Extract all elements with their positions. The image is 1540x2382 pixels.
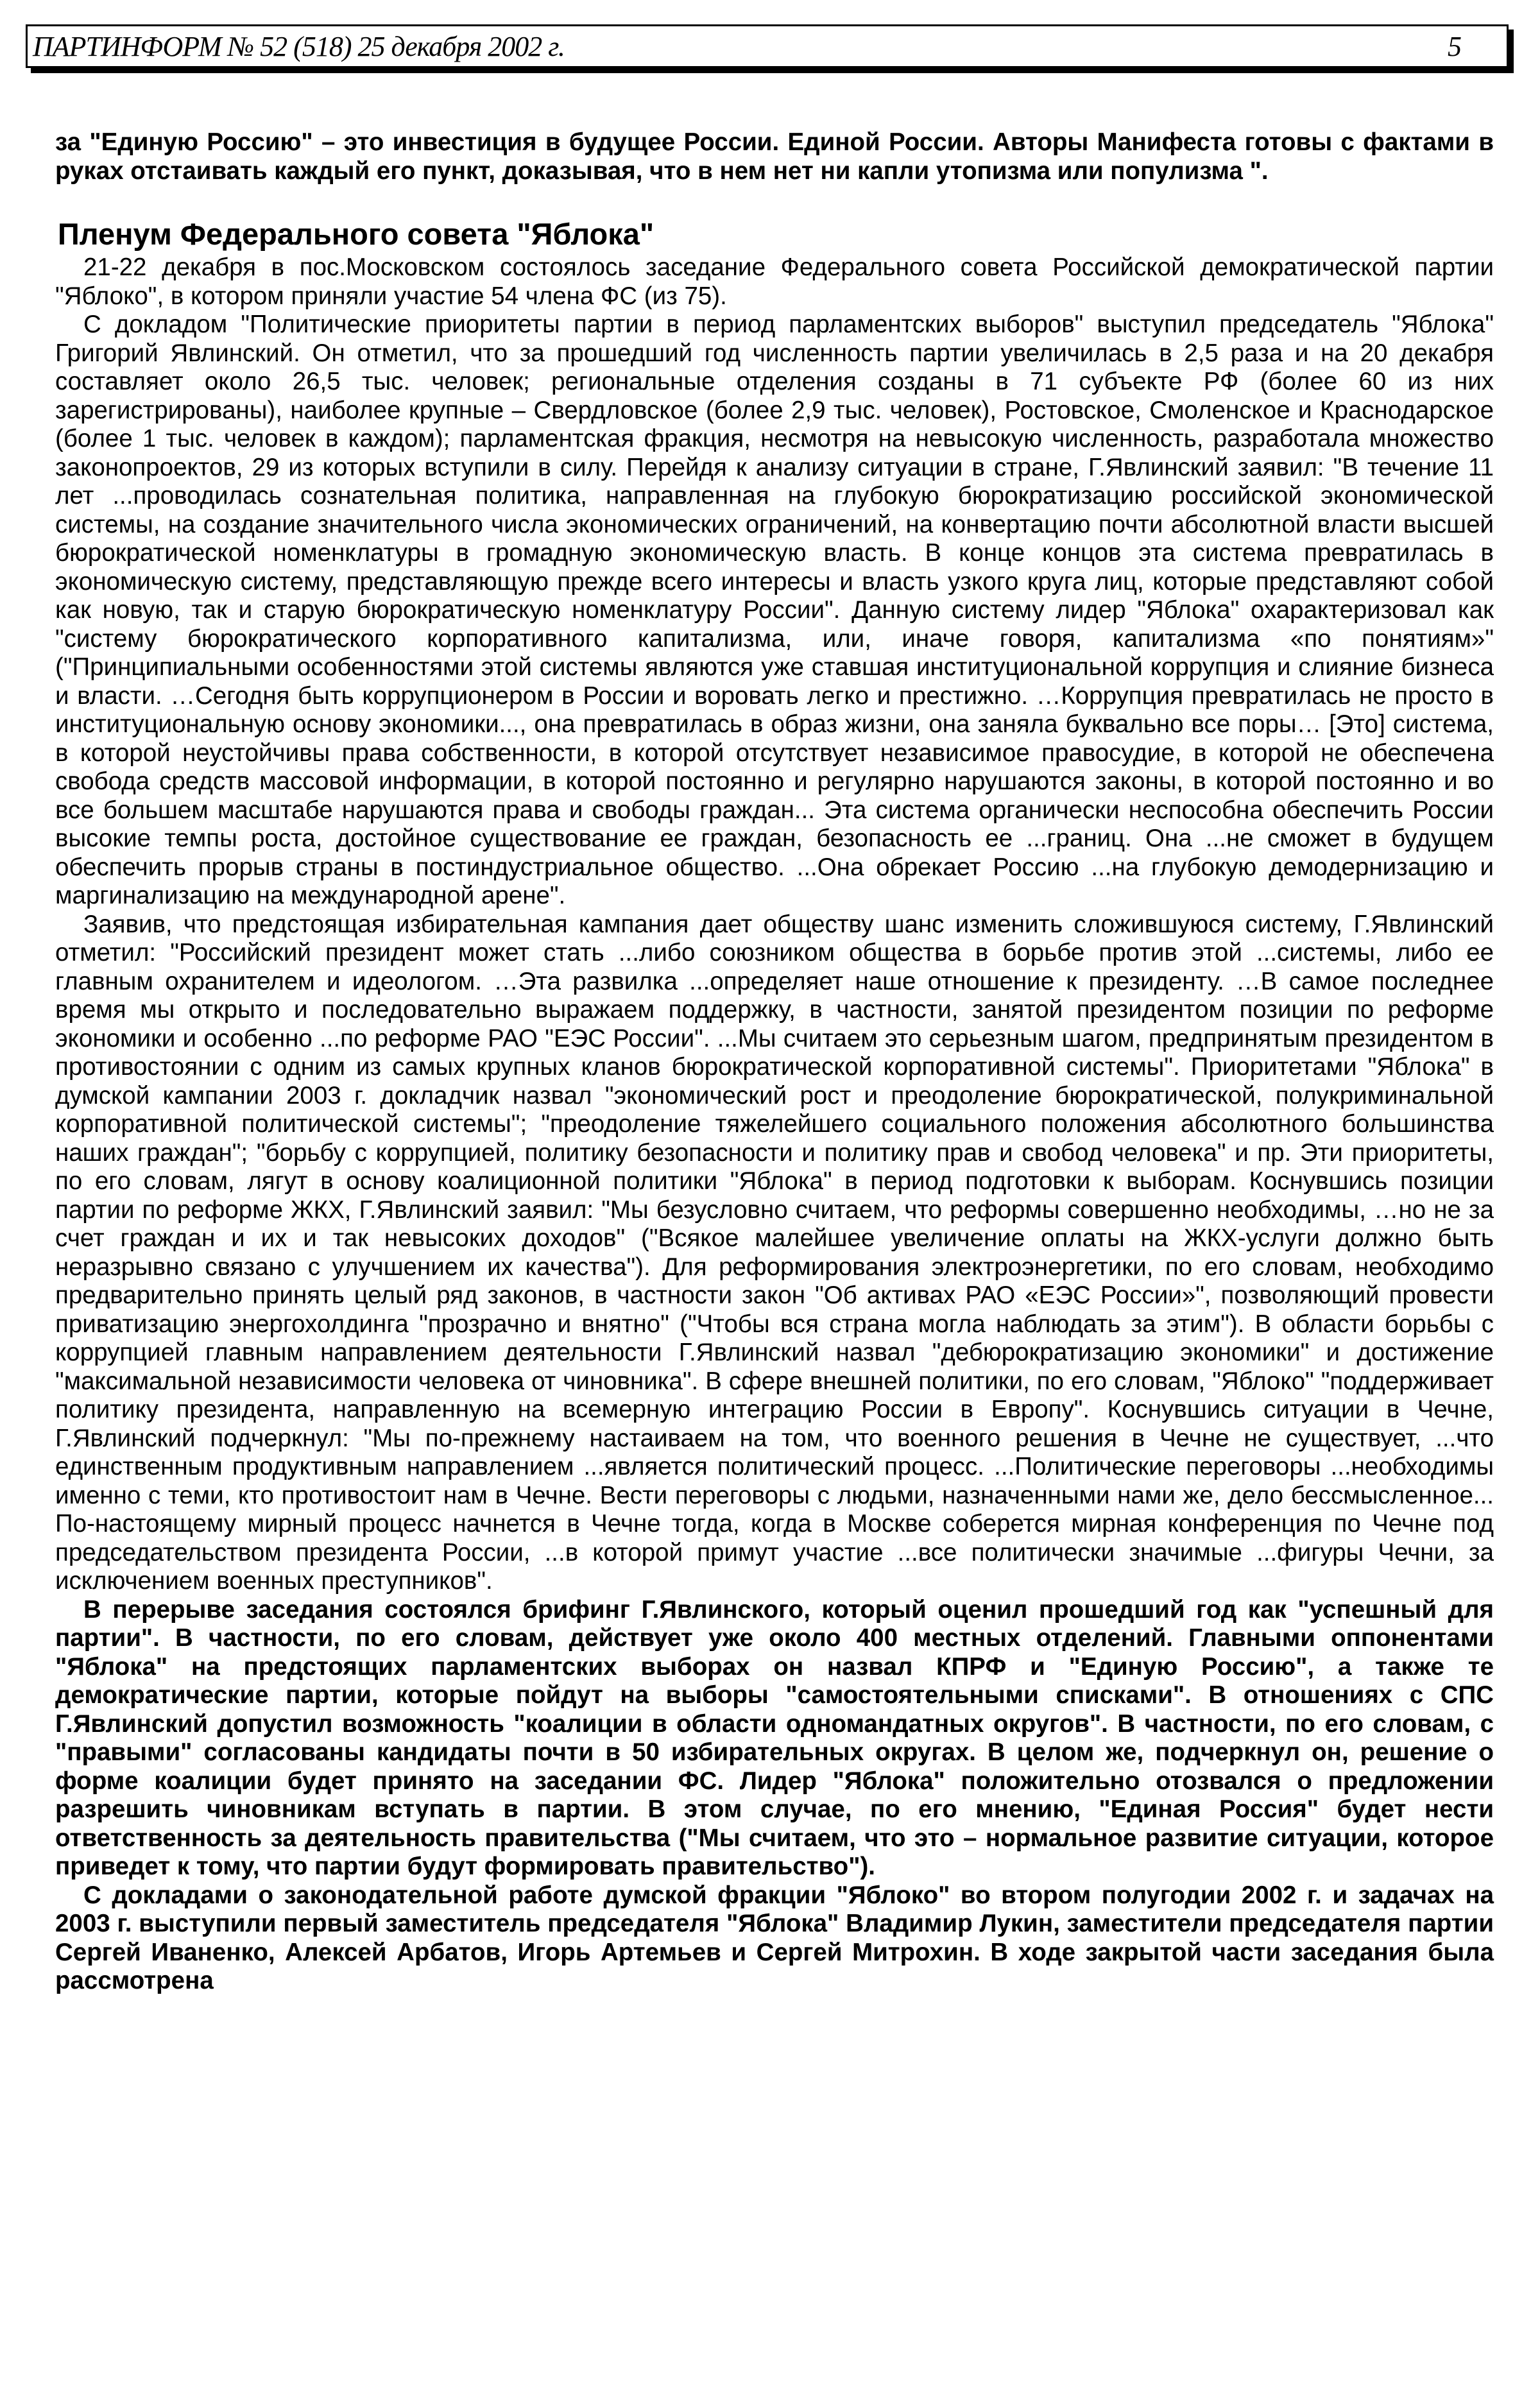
publication-title: ПАРТИНФОРМ № 52 (518) 25 декабря 2002 г. [33, 31, 565, 62]
page-header [26, 24, 1509, 68]
paragraph: Заявив, что предстоящая избирательная кампания дает обществу шанс изменить сложившуюся систему, Г.Явлинский отметил: "Российский президент может стать ...либо союзником общества в борьбе против этой ...системы, либо ее главным охранителем и идеологом. …Эта развилка ...определяет наше отношение к президенту. …В самое последнее время мы открыто и последовательно выражаем поддержку, в частности, занятой президентом позиции по реформе экономики и особенно ...по реформе РАО "ЕЭС России". ...Мы считаем это серьезным шагом, предпринятым президентом в противостоянии с одним из самых крупных кланов бюрократической корпоративной системы". Приоритетами "Яблока" в думской кампании 2003 г. докладчик назвал "экономический рост и преодоление бюрократической, полукриминальной корпоративной политической системы"; "преодоление тяжелейшего социального положения абсолютного большинства наших граждан"; "борьбу с коррупцией, политику безопасности и политику прав и свобод человека" и пр. Эти приоритеты, по его словам, лягут в основу коалиционной политики "Яблока" в период подготовки к выборам. Коснувшись позиции партии по реформе ЖКХ, Г.Явлинский заявил: "Мы безусловно считаем, что реформы совершенно необходимы, …но не за счет граждан и их и так невысоких доходов" ("Всякое малейшее увеличение оплаты на ЖКХ-услуги должно быть неразрывно связано с улучшением их качества"). Для реформирования электроэнергетики, по его словам, необходимо предварительно принять целый ряд законов, в частности закон "Об активах РАО «ЕЭС России»", позволяющий провести приватизацию энергохолдинга "прозрачно и внятно" ("Чтобы вся страна могла наблюдать за этим"). В области борьбы с коррупцией главным направлением деятельности Г.Явлинский назвал "дебюрократизацию экономики" и достижение "максимальной независимости человека от чиновника". В сфере внешней политики, по его словам, "Яблоко" "поддерживает политику президента, направленную на всемерную интеграцию России в Европу". Коснувшись ситуации в Чечне, Г.Явлинский подчеркнул: "Мы по-прежнему настаиваем на том, что военного решения в Чечне не существует, ...что единственным продуктивным направлением ...является политический процесс. ...Политические переговоры ...необходимы именно с теми, кто противостоит нам в Чечне. Вести переговоры с людьми, назначенными нами же, дело бессмысленное... По-настоящему мирный процесс начнется в Чечне тогда, когда в Москве соберется мирная конференция по Чечне под председательством президента России, ...в которой примут участие ...все политически значимые ...фигуры Чечни, за исключением военных преступников". [55, 910, 1494, 1595]
bold-paragraph: С докладами о законодательной работе думской фракции "Яблоко" во втором полугодии 2002 г. и задачах на 2003 г. выступили первый заместитель председателя "Яблока" Владимир Лукин, заместители председателя партии Сергей Иваненко, Алексей Арбатов, Игорь Артемьев и Сергей Митрохин. В ходе закрытой части заседания была рассмотрена [55, 1881, 1494, 1994]
page-number: 5 [1448, 31, 1462, 62]
intro-paragraph: за "Единую Россию" – это инвестиция в будущее России. Единой России. Авторы Манифеста готовы с фактами в руках отстаивать каждый его пункт, доказывая, что в нем нет ни капли утопизма или популизма ". [55, 128, 1494, 185]
bold-paragraph: В перерыве заседания состоялся брифинг Г.Явлинского, который оценил прошедший год как "успешный для партии". В частности, по его словам, действует уже около 400 местных отделений. Главными оппонентами "Яблока" на предстоящих парламентских выборах он назвал КПРФ и "Единую Россию", а также те демократические партии, которые пойдут на выборы "самостоятельными списками". В отношениях с СПС Г.Явлинский допустил возможность "коалиции в области одномандатных округов". В частности, по его словам, с "правыми" согласованы кандидаты почти в 50 избирательных округах. В целом же, подчеркнул он, решение о форме коалиции будет принято на заседании ФС. Лидер "Яблока" положительно отозвался о предложении разрешить чиновникам вступать в партии. В этом случае, по его мнению, "Единая Россия" будет нести ответственность за деятельность правительства ("Мы считаем, что это – нормальное развитие ситуации, которое приведет к тому, что партии будут формировать правительство"). [55, 1595, 1494, 1880]
paragraph: С докладом "Политические приоритеты партии в период парламентских выборов" выступил председатель "Яблока" Григорий Явлинский. Он отметил, что за прошедший год численность партии увеличилась в 2,5 раза и на 20 декабря составляет около 26,5 тыс. человек; региональные отделения созданы в 71 субъекте РФ (более 60 из них зарегистрированы), наиболее крупные – Свердловское (более 2,9 тыс. человек), Ростовское, Смоленское и Краснодарское (более 1 тыс. человек в каждом); парламентская фракция, несмотря на невысокую численность, разработала множество законопроектов, 29 из которых вступили в силу. Перейдя к анализу ситуации в стране, Г.Явлинский заявил: "В течение 11 лет ...проводилась сознательная политика, направленная на глубокую бюрократизацию российской экономической системы, на создание значительного числа экономических ограничений, на конвертацию почти абсолютной власти высшей бюрократической номенклатуры в громадную экономическую власть. В конце концов эта система превратилась в экономическую систему, представляющую прежде всего интересы и власть узкого круга лиц, которые представляют собой как новую, так и старую бюрократическую номенклатуру России". Данную систему лидер "Яблока" охарактеризовал как "систему бюрократического корпоративного капитализма, или, иначе говоря, капитализма «по понятиям»" ("Принципиальными особенностями этой системы являются уже ставшая институциональной коррупция и слияние бизнеса и власти. …Сегодня быть коррупционером в России и воровать легко и престижно. …Коррупция превратилась не просто в институциональную основу экономики..., она превратилась в образ жизни, она заняла буквально все поры… [Это] система, в которой неустойчивы права собственности, в которой отсутствует независимое правосудие, в которой не обеспечена свобода средств массовой информации, в которой постоянно и регулярно нарушаются законы, в которой постоянно и во все большем масштабе нарушаются права и свободы граждан... Эта система органически неспособна обеспечить России высокие темпы роста, достойное существование ее граждан, безопасность ее ...границ. Она ...не сможет в будущем обеспечить прорыв страны в постиндустриальное общество. ...Она обрекает Россию ...на глубокую демодернизацию и маргинализацию на международной арене". [55, 311, 1494, 909]
article-body [55, 128, 1494, 1996]
paragraph: 21-22 декабря в пос.Московском состоялось заседание Федерального совета Российской демократической партии "Яблоко", в котором приняли участие 54 члена ФС (из 75). [55, 253, 1494, 310]
article-title: Пленум Федерального совета "Яблока" [58, 217, 654, 251]
